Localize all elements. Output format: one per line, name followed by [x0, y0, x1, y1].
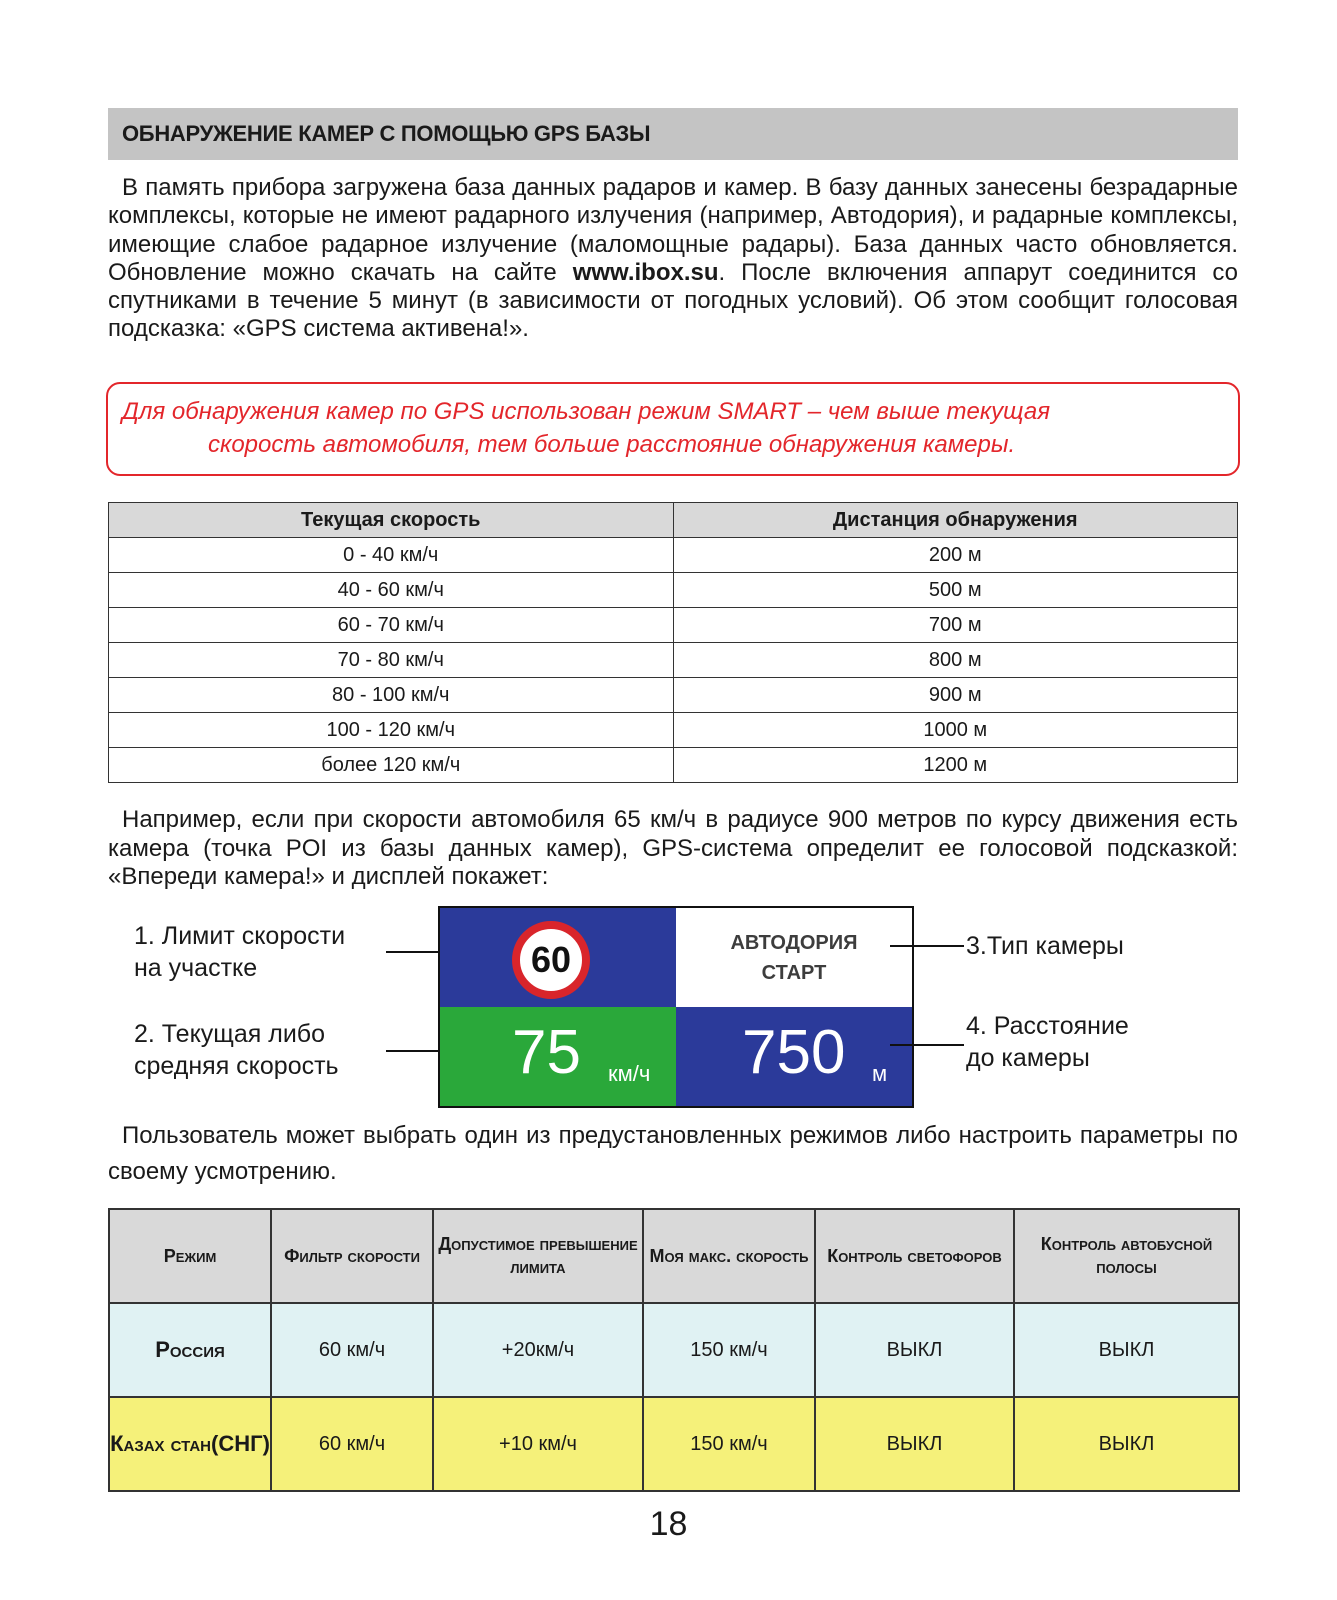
detection-distance-table	[108, 502, 1238, 783]
speed-cell: 80 - 100 км/ч	[109, 678, 674, 713]
example-text: Например, если при скорости автомобиля 65 км/ч в радиусе 900 метров по курсу движения есть камера (точка POI из базы данных камер), GPS-система определит ее голосовой подсказкой: «Впереди камера!» и дисплей покажет:	[108, 806, 1238, 890]
distance-unit: м	[872, 1061, 888, 1086]
camera-type-line1: АВТОДОРИЯ	[730, 931, 858, 954]
header-mode: Режим	[109, 1209, 271, 1303]
distance-panel	[676, 1007, 912, 1106]
bus-lane-cell: ВЫКЛ	[1014, 1397, 1239, 1491]
page-number: 18	[649, 1505, 688, 1543]
traffic-light-cell: ВЫКЛ	[815, 1397, 1014, 1491]
distance-value: 750	[742, 1018, 846, 1087]
modes-intro-paragraph	[108, 1118, 1238, 1190]
leader-line-camera-type	[890, 945, 964, 947]
header-traffic-light-control: Контроль светофоров	[815, 1209, 1014, 1303]
distance-cell: 1200 м	[673, 748, 1238, 783]
smart-mode-note	[106, 382, 1240, 476]
distance-cell: 900 м	[673, 678, 1238, 713]
speed-cell: 40 - 60 км/ч	[109, 573, 674, 608]
speed-cell: 100 - 120 км/ч	[109, 713, 674, 748]
header-current-speed: Текущая скорость	[109, 503, 674, 538]
note-line-1: Для обнаружения камер по GPS использован режим SMART – чем выше текущая	[122, 398, 1051, 425]
table-row	[109, 678, 1238, 713]
speed-limit-sign-icon: 60	[512, 921, 590, 999]
callout-speed-limit	[134, 920, 345, 984]
table-row	[109, 573, 1238, 608]
speed-cell: 60 - 70 км/ч	[109, 608, 674, 643]
callout-distance-line1: 4. Расстояние	[966, 1012, 1129, 1040]
distance-cell: 500 м	[673, 573, 1238, 608]
table-row	[109, 643, 1238, 678]
radar-display-mockup	[438, 906, 914, 1108]
mode-name-cell: Россия	[109, 1303, 271, 1397]
callout-distance-line2: до камеры	[966, 1044, 1090, 1072]
intro-text: В память прибора загружена база данных радаров и камер. В базу данных занесены безрадарные комплексы, которые не имеют радарного излучения (например, Автодория), и радарные комплексы, имеющие слабое радарное излучение (маломощные радары). База данных часто обновляется. Обновление можно скачать на сайте	[108, 174, 1238, 286]
modes-intro-text: Пользователь может выбрать один из предустановленных режимов либо настроить параметры по своему усмотрению.	[108, 1122, 1238, 1185]
header-bus-lane-control: Контроль автобусной полосы	[1014, 1209, 1239, 1303]
leader-line-distance	[890, 1044, 964, 1046]
camera-type-line2: СТАРТ	[761, 961, 827, 984]
camera-type-panel	[676, 908, 912, 1007]
max-speed-cell: 150 км/ч	[643, 1397, 815, 1491]
distance-cell: 800 м	[673, 643, 1238, 678]
table-row	[109, 538, 1238, 573]
header-my-max-speed: Моя макс. скорость	[643, 1209, 815, 1303]
speed-cell: 0 - 40 км/ч	[109, 538, 674, 573]
current-speed-unit: км/ч	[608, 1061, 651, 1086]
modes-table	[108, 1208, 1240, 1492]
example-paragraph	[108, 806, 1238, 892]
callout-speed-limit-line1: 1. Лимит скорости	[134, 922, 346, 950]
allowed-excess-cell: +20км/ч	[433, 1303, 643, 1397]
website-link[interactable]: www.ibox.su	[572, 258, 719, 286]
distance-cell: 700 м	[673, 608, 1238, 643]
speed-filter-cell: 60 км/ч	[271, 1397, 433, 1491]
table-row	[109, 713, 1238, 748]
intro-paragraph	[108, 174, 1238, 344]
callout-camera-type: 3.Тип камеры	[966, 932, 1124, 960]
header-allowed-excess: Допустимое превышение лимита	[433, 1209, 643, 1303]
max-speed-cell: 150 км/ч	[643, 1303, 815, 1397]
current-speed-value: 75	[512, 1018, 581, 1087]
speed-limit-panel	[440, 908, 676, 1007]
header-speed-filter: Фильтр скорости	[271, 1209, 433, 1303]
table-row	[109, 608, 1238, 643]
table-row	[109, 1397, 1239, 1491]
speed-cell: 70 - 80 км/ч	[109, 643, 674, 678]
bus-lane-cell: ВЫКЛ	[1014, 1303, 1239, 1397]
allowed-excess-cell: +10 км/ч	[433, 1397, 643, 1491]
distance-cell: 1000 м	[673, 713, 1238, 748]
callout-current-speed-line2: средняя скорость	[134, 1052, 339, 1080]
table-row	[109, 748, 1238, 783]
callout-current-speed	[134, 1018, 339, 1082]
callout-distance	[966, 1010, 1129, 1074]
distance-cell: 200 м	[673, 538, 1238, 573]
header-detection-distance: Дистанция обнаружения	[673, 503, 1238, 538]
callout-current-speed-line1: 2. Текущая либо	[134, 1020, 326, 1048]
mode-name-cell: Казах стан(СНГ)	[109, 1397, 271, 1491]
note-line-2: скорость автомобиля, тем больше расстояние обнаружения камеры.	[208, 431, 1016, 458]
section-title: ОБНАРУЖЕНИЕ КАМЕР С ПОМОЩЬЮ GPS БАЗЫ	[108, 108, 1238, 160]
current-speed-panel	[440, 1007, 676, 1106]
speed-cell: более 120 км/ч	[109, 748, 674, 783]
traffic-light-cell: ВЫКЛ	[815, 1303, 1014, 1397]
table-row	[109, 1303, 1239, 1397]
callout-speed-limit-line2: на участке	[134, 954, 258, 982]
intro-text-after: . После включения аппарут соединится со спутниками в течение 5 минут (в зависимости от погодных условий). Об этом сообщит голосовая подсказка: «GPS система активена!».	[108, 258, 1239, 343]
speed-filter-cell: 60 км/ч	[271, 1303, 433, 1397]
